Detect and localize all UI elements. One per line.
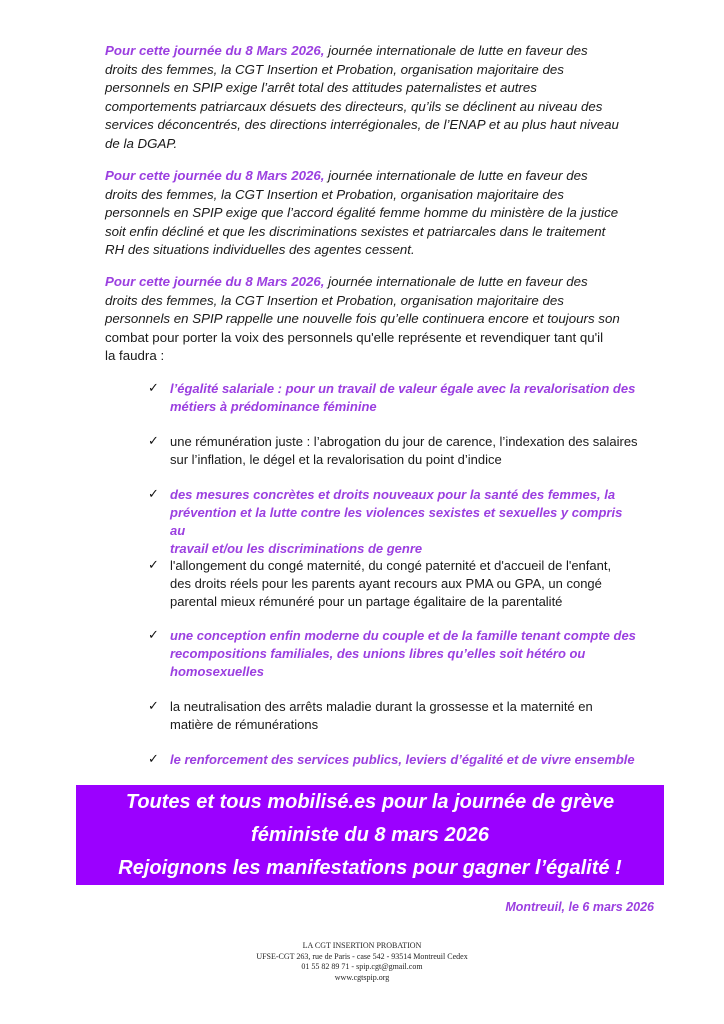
paragraph-3-line: combat pour porter la voix des personnels qu'elle représente et revendiquer tant qu'il (105, 329, 604, 345)
paragraph-2 (105, 167, 625, 260)
banner-line: Rejoignons les manifestations pour gagner l’égalité ! (118, 856, 622, 879)
banner-line: Toutes et tous mobilisé.es pour la journée de grève (125, 790, 615, 813)
paragraph-3-lead: Pour cette journée du 8 Mars 2026, (105, 274, 325, 289)
demand-line: matière de rémunérations (170, 717, 319, 732)
paragraph-3-line: journée internationale de lutte en faveur des (324, 274, 588, 289)
paragraph-1-lead: Pour cette journée du 8 Mars 2026, (105, 43, 325, 58)
checkmark-icon: ✓ (148, 381, 159, 396)
paragraph-2-lead: Pour cette journée du 8 Mars 2026, (105, 168, 325, 183)
demand-line: recompositions familiales, des unions libres qu’elles soit hétéro ou (170, 646, 586, 661)
paragraph-3 (105, 273, 625, 366)
paragraph-1-line: droits des femmes, la CGT Insertion et Probation, organisation majoritaire des (105, 61, 564, 77)
paragraph-1 (105, 42, 625, 154)
footer-org: LA CGT INSERTION PROBATION (302, 941, 422, 950)
demand-line: travail et/ou les discriminations de genre (170, 541, 423, 556)
checkmark-icon: ✓ (148, 752, 159, 767)
footer-website: www.cgtspip.org (334, 972, 390, 982)
demand-line: une conception enfin moderne du couple et de la famille tenant compte des (170, 628, 636, 643)
demand-line: des mesures concrètes et droits nouveaux pour la santé des femmes, la (170, 487, 616, 502)
demand-line: des droits réels pour les parents ayant recours aux PMA ou GPA, un congé (170, 576, 602, 591)
paragraph-2-line: soit enfin décliné et que les discriminations sexistes et patriarcales dans le traitement (105, 223, 606, 239)
paragraph-2-line: journée internationale de lutte en faveur des (324, 168, 588, 183)
demand-line: le renforcement des services publics, leviers d’égalité et de vivre ensemble (170, 752, 635, 767)
footer-address: UFSE-CGT 263, rue de Paris - case 542 - 93514 Montreuil Cedex (256, 951, 468, 961)
paragraph-1-line: de la DGAP. (105, 135, 178, 151)
paragraph-3-line: droits des femmes, la CGT Insertion et Probation, organisation majoritaire des (105, 292, 564, 308)
demand-line: parental mieux rémunéré pour un partage égalitaire de la parentalité (170, 594, 563, 609)
paragraph-3-line: la faudra : (105, 348, 165, 364)
demand-line: une rémunération juste : l’abrogation du jour de carence, l’indexation des salaires (170, 434, 638, 449)
paragraph-3-line: personnels en SPIP rappelle une nouvelle fois qu’elle continuera encore et toujours son (105, 311, 620, 327)
paragraph-1-line: personnels en SPIP exige l’arrêt total des attitudes paternalistes et autres (105, 80, 537, 96)
paragraph-2-line: personnels en SPIP exige que l’accord égalité femme homme du ministère de la justice (105, 205, 619, 221)
demand-line: homosexuelles (170, 664, 264, 679)
paragraph-2-line: droits des femmes, la CGT Insertion et Probation, organisation majoritaire des (105, 186, 564, 202)
paragraph-1-line: services déconcentrés, des directions interrégionales, de l’ENAP et au plus haut niveau (105, 117, 619, 133)
demand-line: l'allongement du congé maternité, du congé paternité et d'accueil de l'enfant, (170, 558, 612, 573)
checkmark-icon: ✓ (148, 434, 159, 449)
mobilization-banner (76, 785, 664, 885)
checkmark-icon: ✓ (148, 628, 159, 643)
footer (0, 941, 724, 983)
dateline: Montreuil, le 6 mars 2026 (505, 900, 654, 914)
checkmark-icon: ✓ (148, 558, 159, 573)
demand-line: la neutralisation des arrêts maladie durant la grossesse et la maternité en (170, 699, 593, 714)
checkmark-icon: ✓ (148, 487, 159, 502)
paragraph-1-line: comportements patriarcaux désuets des directeurs, qu’ils se déclinent au niveau des (105, 98, 603, 114)
banner-line: féministe du 8 mars 2026 (251, 823, 489, 846)
demand-line: prévention et la lutte contre les violences sexistes et sexuelles y compris au (170, 505, 623, 538)
paragraph-1-line: journée internationale de lutte en faveur des (324, 43, 588, 58)
demand-line: sur l’inflation, le dégel et la revalorisation du point d’indice (170, 452, 502, 467)
checkmark-icon: ✓ (148, 699, 159, 714)
paragraph-2-line: RH des situations individuelles des agentes cessent. (105, 242, 415, 258)
demand-line: métiers à prédominance féminine (170, 399, 377, 414)
footer-contact: 01 55 82 89 71 - spip.cgt@gmail.com (301, 962, 423, 971)
demand-line: l’égalité salariale : pour un travail de valeur égale avec la revalorisation des (170, 381, 636, 396)
